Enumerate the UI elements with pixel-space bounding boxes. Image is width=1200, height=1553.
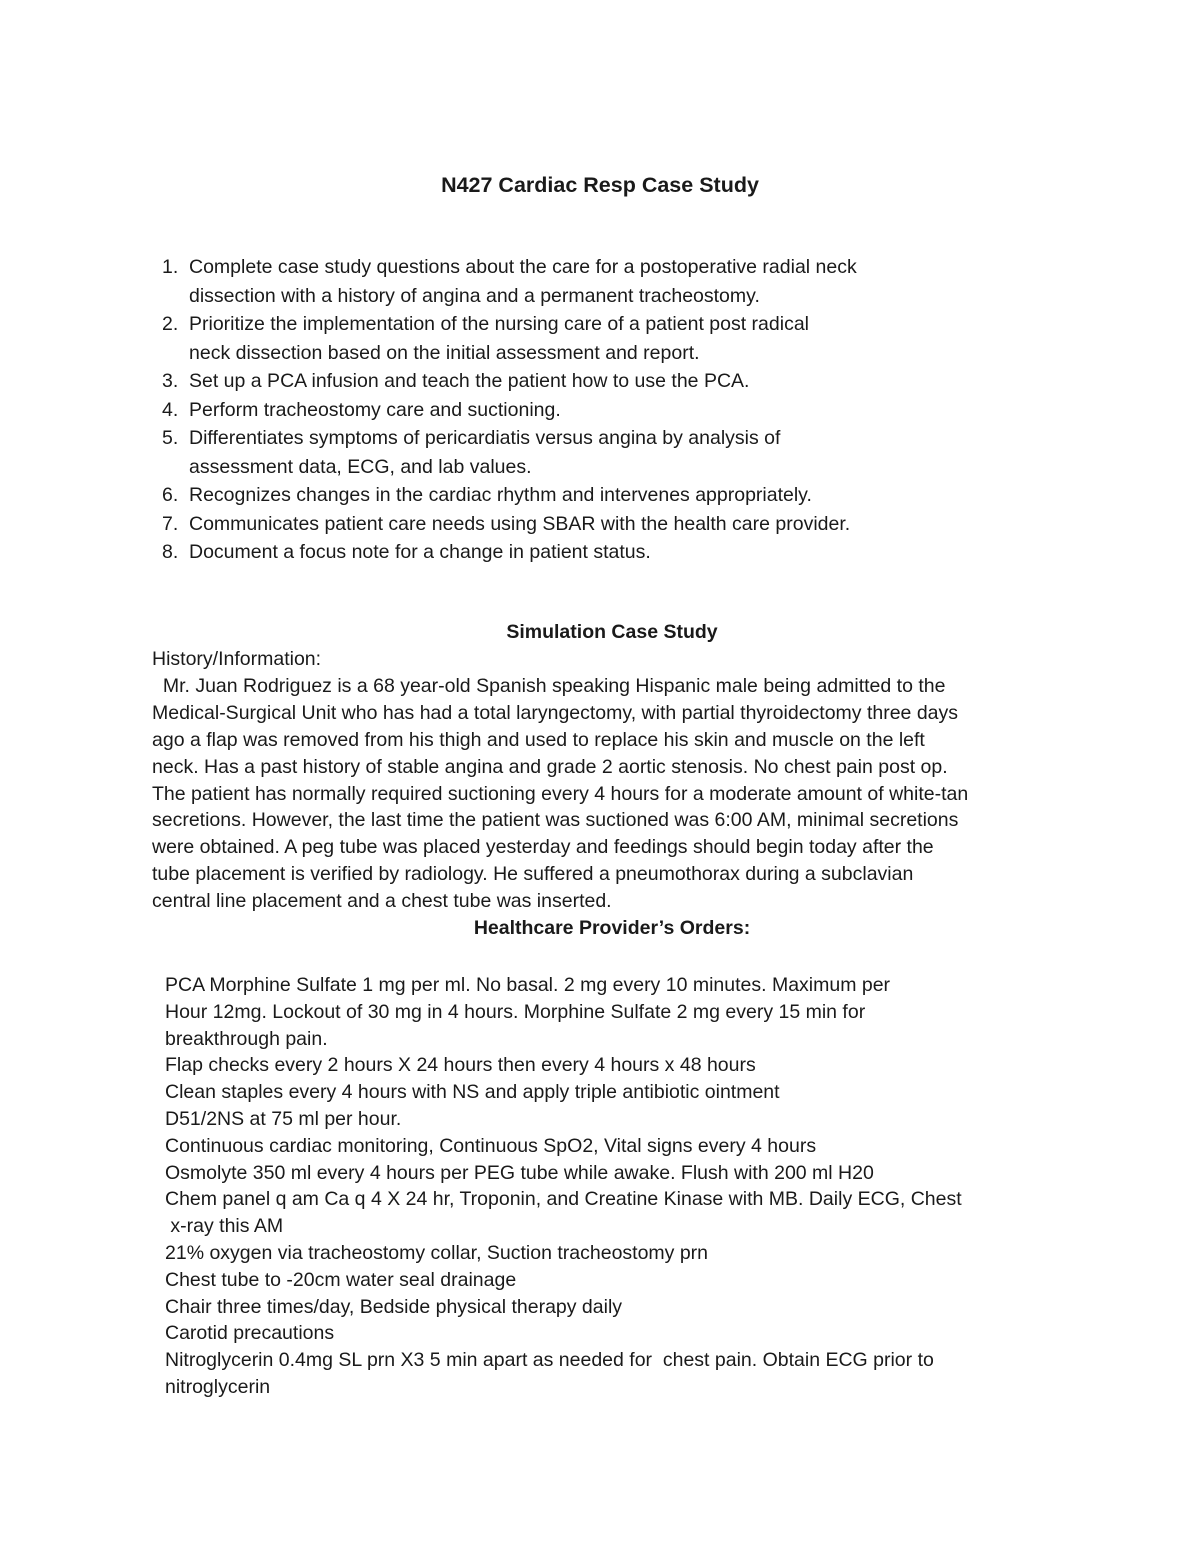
objective-item (162, 310, 982, 367)
objective-number: 3. (162, 370, 179, 392)
simulation-heading: Simulation Case Study (506, 621, 718, 643)
objective-line: neck dissection based on the initial assessment and report. (189, 341, 700, 364)
objective-line: Communicates patient care needs using SBAR with the health care provider. (189, 512, 851, 535)
history-text (152, 673, 1072, 915)
objective-line: Prioritize the implementation of the nursing care of a patient post radical (189, 313, 810, 335)
objective-number: 8. (162, 541, 179, 563)
history-line: were obtained. A peg tube was placed yesterday and feedings should begin today after the (152, 836, 934, 859)
order-line: Osmolyte 350 ml every 4 hours per PEG tube while awake. Flush with 200 ml H20 (165, 1161, 874, 1184)
objective-item (162, 481, 982, 510)
page-title: N427 Cardiac Resp Case Study (441, 173, 759, 197)
objective-line: Set up a PCA infusion and teach the patient how to use the PCA. (189, 370, 750, 392)
objective-item (162, 538, 982, 567)
order-line: 21% oxygen via tracheostomy collar, Suction tracheostomy prn (165, 1241, 709, 1264)
order-line: Chest tube to -20cm water seal drainage (165, 1268, 517, 1291)
history-line: ago a flap was removed from his thigh and used to replace his skin and muscle on the left (152, 728, 925, 751)
objective-line: Differentiates symptoms of pericardiatis versus angina by analysis of (189, 427, 781, 449)
objective-number: 5. (162, 427, 179, 449)
order-line: Carotid precautions (165, 1322, 335, 1345)
order-line: breakthrough pain. (165, 1027, 328, 1050)
history-line: neck. Has a past history of stable angina and grade 2 aortic stenosis. No chest pain post op. (152, 755, 948, 778)
objective-item (162, 253, 982, 310)
order-line: Flap checks every 2 hours X 24 hours then every 4 hours x 48 hours (165, 1054, 756, 1077)
objective-item (162, 510, 982, 539)
order-line: Continuous cardiac monitoring, Continuous SpO2, Vital signs every 4 hours (165, 1134, 817, 1157)
order-line: Hour 12mg. Lockout of 30 mg in 4 hours. Morphine Sulfate 2 mg every 15 min for (165, 1000, 866, 1023)
objective-line: assessment data, ECG, and lab values. (189, 455, 532, 478)
order-line: x-ray this AM (165, 1215, 284, 1238)
orders-heading: Healthcare Provider’s Orders: (473, 917, 751, 939)
objective-number: 7. (162, 512, 179, 535)
objective-line: Complete case study questions about the care for a postoperative radial neck (189, 256, 857, 278)
order-line: D51/2NS at 75 ml per hour. (165, 1107, 402, 1130)
history-line: secretions. However, the last time the patient was suctioned was 6:00 AM, minimal secretions (152, 809, 959, 832)
orders-list (165, 972, 1065, 1401)
objective-item (162, 367, 982, 396)
objective-item (162, 424, 982, 481)
history-line: Medical-Surgical Unit who has had a total laryngectomy, with partial thyroidectomy three days (152, 701, 959, 724)
objective-item (162, 396, 982, 425)
objective-number: 6. (162, 484, 179, 506)
order-line: Clean staples every 4 hours with NS and apply triple antibiotic ointment (165, 1081, 780, 1104)
objective-line: dissection with a history of angina and a permanent tracheostomy. (189, 284, 760, 307)
history-line: The patient has normally required suctioning every 4 hours for a moderate amount of white-tan (152, 782, 969, 805)
history-line: central line placement and a chest tube was inserted. (152, 890, 612, 913)
history-line: Mr. Juan Rodriguez is a 68 year-old Spanish speaking Hispanic male being admitted to the (152, 674, 946, 697)
history-line: tube placement is verified by radiology. He suffered a pneumothorax during a subclavian (152, 863, 914, 886)
history-section (152, 646, 1072, 915)
objective-line: Document a focus note for a change in patient status. (189, 541, 651, 563)
objective-line: Perform tracheostomy care and suctioning. (189, 398, 561, 421)
objective-number: 2. (162, 313, 179, 335)
objective-number: 4. (162, 398, 179, 421)
order-line: Chem panel q am Ca q 4 X 24 hr, Troponin, and Creatine Kinase with MB. Daily ECG, Chest (165, 1188, 962, 1211)
objective-number: 1. (162, 256, 179, 278)
objective-line: Recognizes changes in the cardiac rhythm and intervenes appropriately. (189, 484, 812, 506)
order-line: PCA Morphine Sulfate 1 mg per ml. No basal. 2 mg every 10 minutes. Maximum per (165, 974, 891, 996)
order-line: Chair three times/day, Bedside physical therapy daily (165, 1295, 623, 1318)
history-label: History/Information: (152, 648, 322, 670)
order-line: nitroglycerin (165, 1375, 271, 1398)
order-line: Nitroglycerin 0.4mg SL prn X3 5 min apart as needed for chest pain. Obtain ECG prior to (165, 1349, 934, 1372)
objectives-list (162, 253, 982, 567)
